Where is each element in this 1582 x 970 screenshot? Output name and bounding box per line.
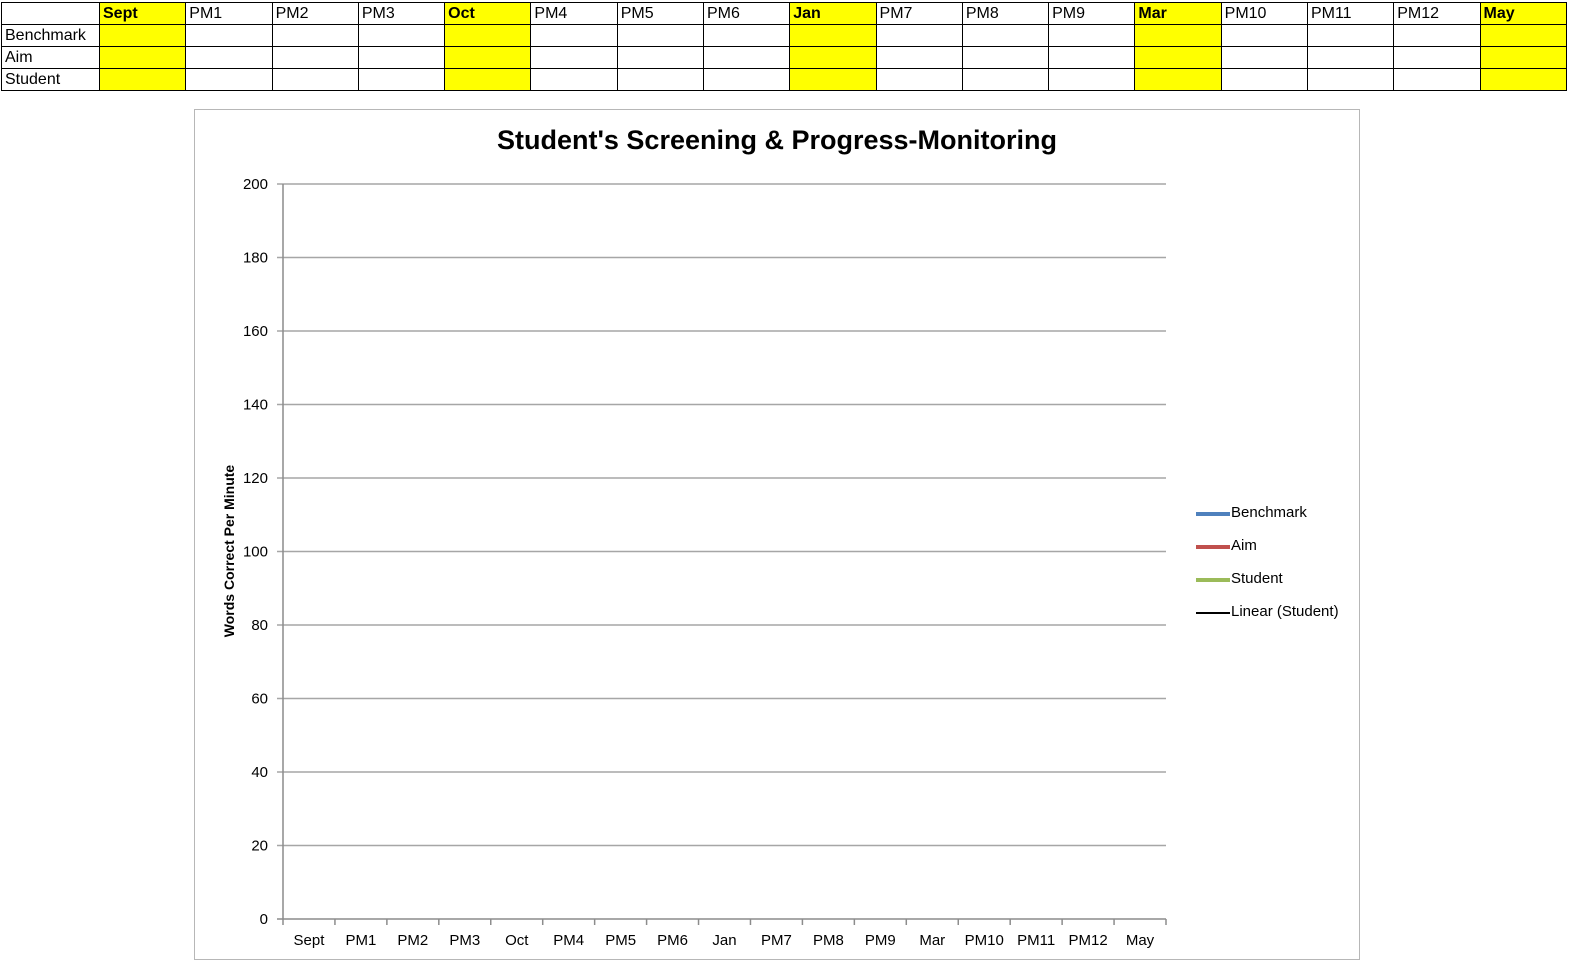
x-tick-label-pm8: PM8	[812, 932, 844, 949]
table-header-pm12: PM12	[1394, 3, 1480, 25]
table-header-pm10: PM10	[1221, 3, 1307, 25]
table-header-pm6: PM6	[703, 3, 789, 25]
table-header-pm11: PM11	[1307, 3, 1393, 25]
y-tick-label: 60	[251, 690, 268, 708]
x-tick-label-pm9: PM9	[864, 932, 896, 949]
x-tick-label-pm10: PM10	[964, 932, 1004, 949]
table-row-label: Aim	[2, 47, 100, 69]
legend-item-benchmark	[1196, 502, 1356, 535]
table-header-sept: Sept	[100, 3, 186, 25]
table-row-label: Benchmark	[2, 25, 100, 47]
chart-legend	[1196, 502, 1356, 634]
legend-item-student	[1196, 568, 1356, 601]
legend-item-aim	[1196, 535, 1356, 568]
table-header-pm3: PM3	[358, 3, 444, 25]
y-tick-label: 140	[242, 396, 268, 414]
y-tick-label: 160	[242, 323, 268, 340]
x-tick-label-pm3: PM3	[449, 932, 481, 949]
table-header-pm4: PM4	[531, 3, 617, 25]
x-tick-label-mar: Mar	[919, 932, 946, 949]
chart-title: Student's Screening & Progress-Monitoring	[497, 125, 1057, 155]
legend-label: Student	[1231, 570, 1283, 587]
table-header-jan: Jan	[790, 3, 876, 25]
x-tick-label-pm2: PM2	[397, 932, 429, 949]
table-header-may: May	[1480, 3, 1567, 25]
y-tick-label: 180	[242, 249, 268, 267]
x-tick-label-jan: Jan	[712, 932, 737, 949]
legend-swatch	[1196, 612, 1230, 614]
table-header-pm7: PM7	[876, 3, 962, 25]
table-header-oct: Oct	[445, 3, 531, 25]
table-header-pm1: PM1	[186, 3, 272, 25]
y-tick-label: 40	[251, 764, 268, 781]
table-header-pm2: PM2	[272, 3, 358, 25]
legend-label: Aim	[1231, 537, 1257, 554]
table-header-pm9: PM9	[1049, 3, 1135, 25]
x-tick-label-pm11: PM11	[1017, 932, 1056, 949]
x-tick-label-pm1: PM1	[345, 932, 377, 949]
y-tick-label: 80	[251, 617, 268, 634]
x-tick-label-pm7: PM7	[761, 932, 792, 949]
table-header-pm5: PM5	[617, 3, 703, 25]
x-tick-label-oct: Oct	[505, 932, 529, 949]
table-row-label: Student	[2, 69, 100, 91]
legend-label: Benchmark	[1231, 504, 1307, 521]
x-tick-label-pm4: PM4	[553, 932, 585, 949]
y-tick-label: 20	[251, 837, 268, 855]
y-axis-label: Words Correct Per Minute	[221, 464, 237, 638]
legend-swatch	[1196, 545, 1230, 549]
y-tick-label: 100	[242, 543, 268, 561]
x-tick-label-pm5: PM5	[605, 932, 637, 949]
legend-swatch	[1196, 578, 1230, 582]
table-header-mar: Mar	[1135, 3, 1221, 25]
x-tick-label-sept: Sept	[293, 932, 325, 949]
x-tick-label-pm6: PM6	[657, 932, 688, 949]
legend-label: Linear (Student)	[1231, 603, 1339, 620]
y-tick-label: 200	[242, 176, 268, 193]
legend-item-linear-student	[1196, 601, 1356, 634]
x-tick-label-may: May	[1125, 932, 1155, 949]
legend-swatch	[1196, 512, 1230, 516]
x-tick-label-pm12: PM12	[1068, 932, 1108, 949]
table-header-pm8: PM8	[962, 3, 1048, 25]
y-tick-label: 0	[259, 911, 268, 928]
y-tick-label: 120	[242, 470, 268, 487]
